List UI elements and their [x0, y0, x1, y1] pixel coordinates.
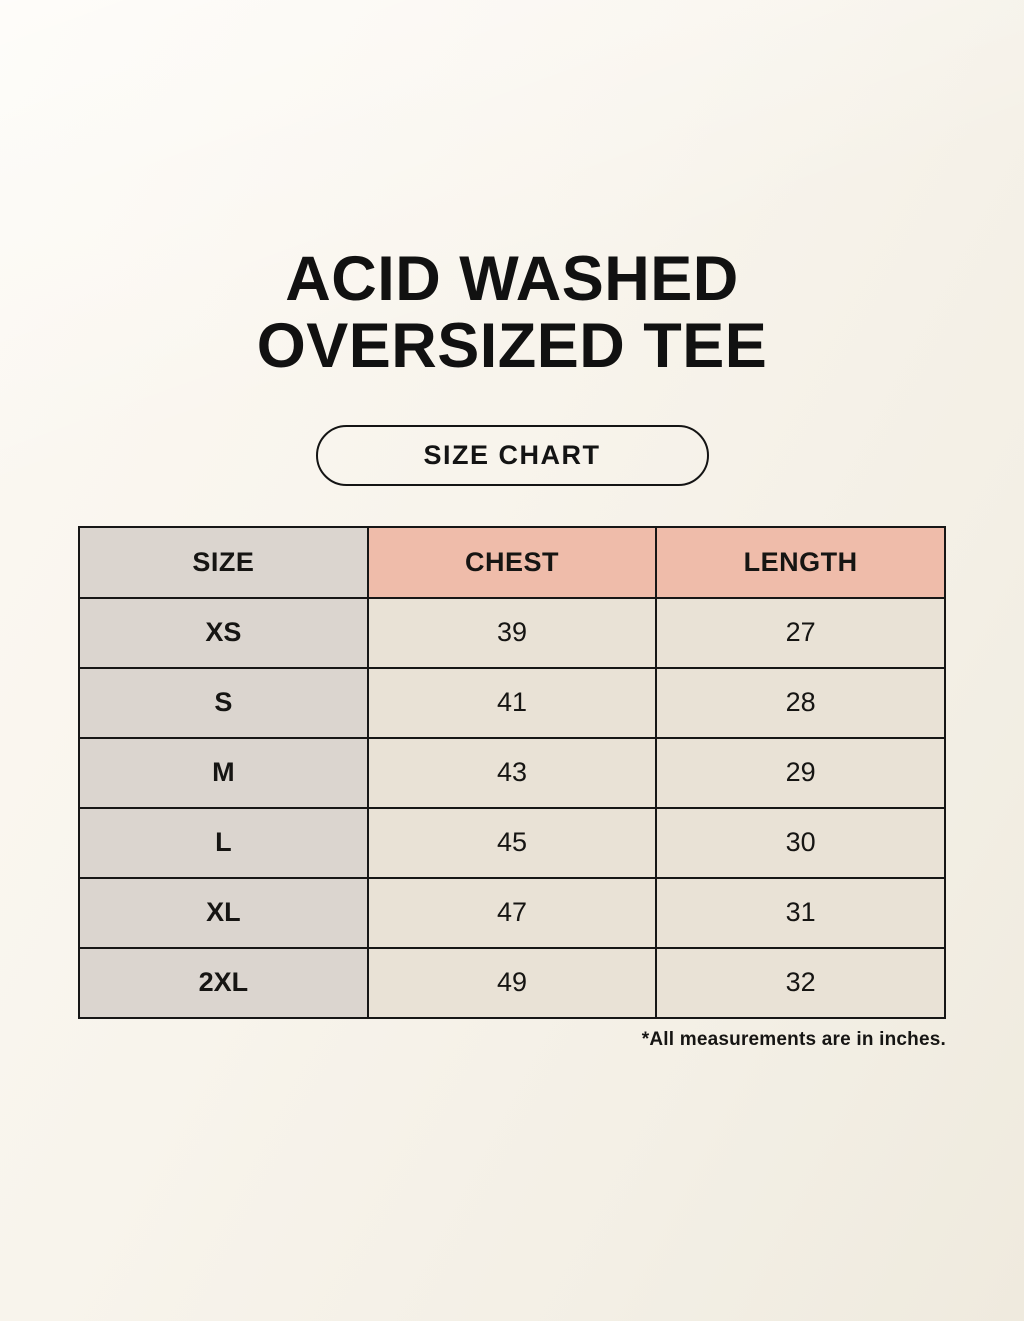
table-row: [79, 598, 945, 668]
size-label: XL: [79, 878, 368, 948]
measurements-footnote: *All measurements are in inches.: [641, 1028, 946, 1050]
page-title-line1: ACID WASHED: [285, 244, 739, 314]
size-label: XS: [79, 598, 368, 668]
size-label: L: [79, 808, 368, 878]
length-value: 28: [656, 668, 945, 738]
chest-value: 39: [368, 598, 657, 668]
column-header-size: SIZE: [79, 527, 368, 598]
size-chart-badge: [316, 425, 709, 486]
size-label: M: [79, 738, 368, 808]
size-label: 2XL: [79, 948, 368, 1018]
column-header-chest: CHEST: [368, 527, 657, 598]
chest-value: 43: [368, 738, 657, 808]
size-label: S: [79, 668, 368, 738]
table-header-row: [79, 527, 945, 598]
size-chart-table-container: [78, 526, 946, 1019]
table-row: [79, 668, 945, 738]
table-row: [79, 808, 945, 878]
chest-value: 45: [368, 808, 657, 878]
page-title: [0, 0, 1024, 381]
length-value: 31: [656, 878, 945, 948]
length-value: 27: [656, 598, 945, 668]
length-value: 29: [656, 738, 945, 808]
page-title-line2: OVERSIZED TEE: [256, 311, 768, 382]
size-chart-badge-label: SIZE CHART: [423, 439, 601, 470]
chest-value: 41: [368, 668, 657, 738]
length-value: 30: [656, 808, 945, 878]
column-header-length: LENGTH: [656, 527, 945, 598]
table-row: [79, 738, 945, 808]
table-row: [79, 878, 945, 948]
table-row: [79, 948, 945, 1018]
length-value: 32: [656, 948, 945, 1018]
size-chart-table: [78, 526, 946, 1019]
chest-value: 47: [368, 878, 657, 948]
chest-value: 49: [368, 948, 657, 1018]
